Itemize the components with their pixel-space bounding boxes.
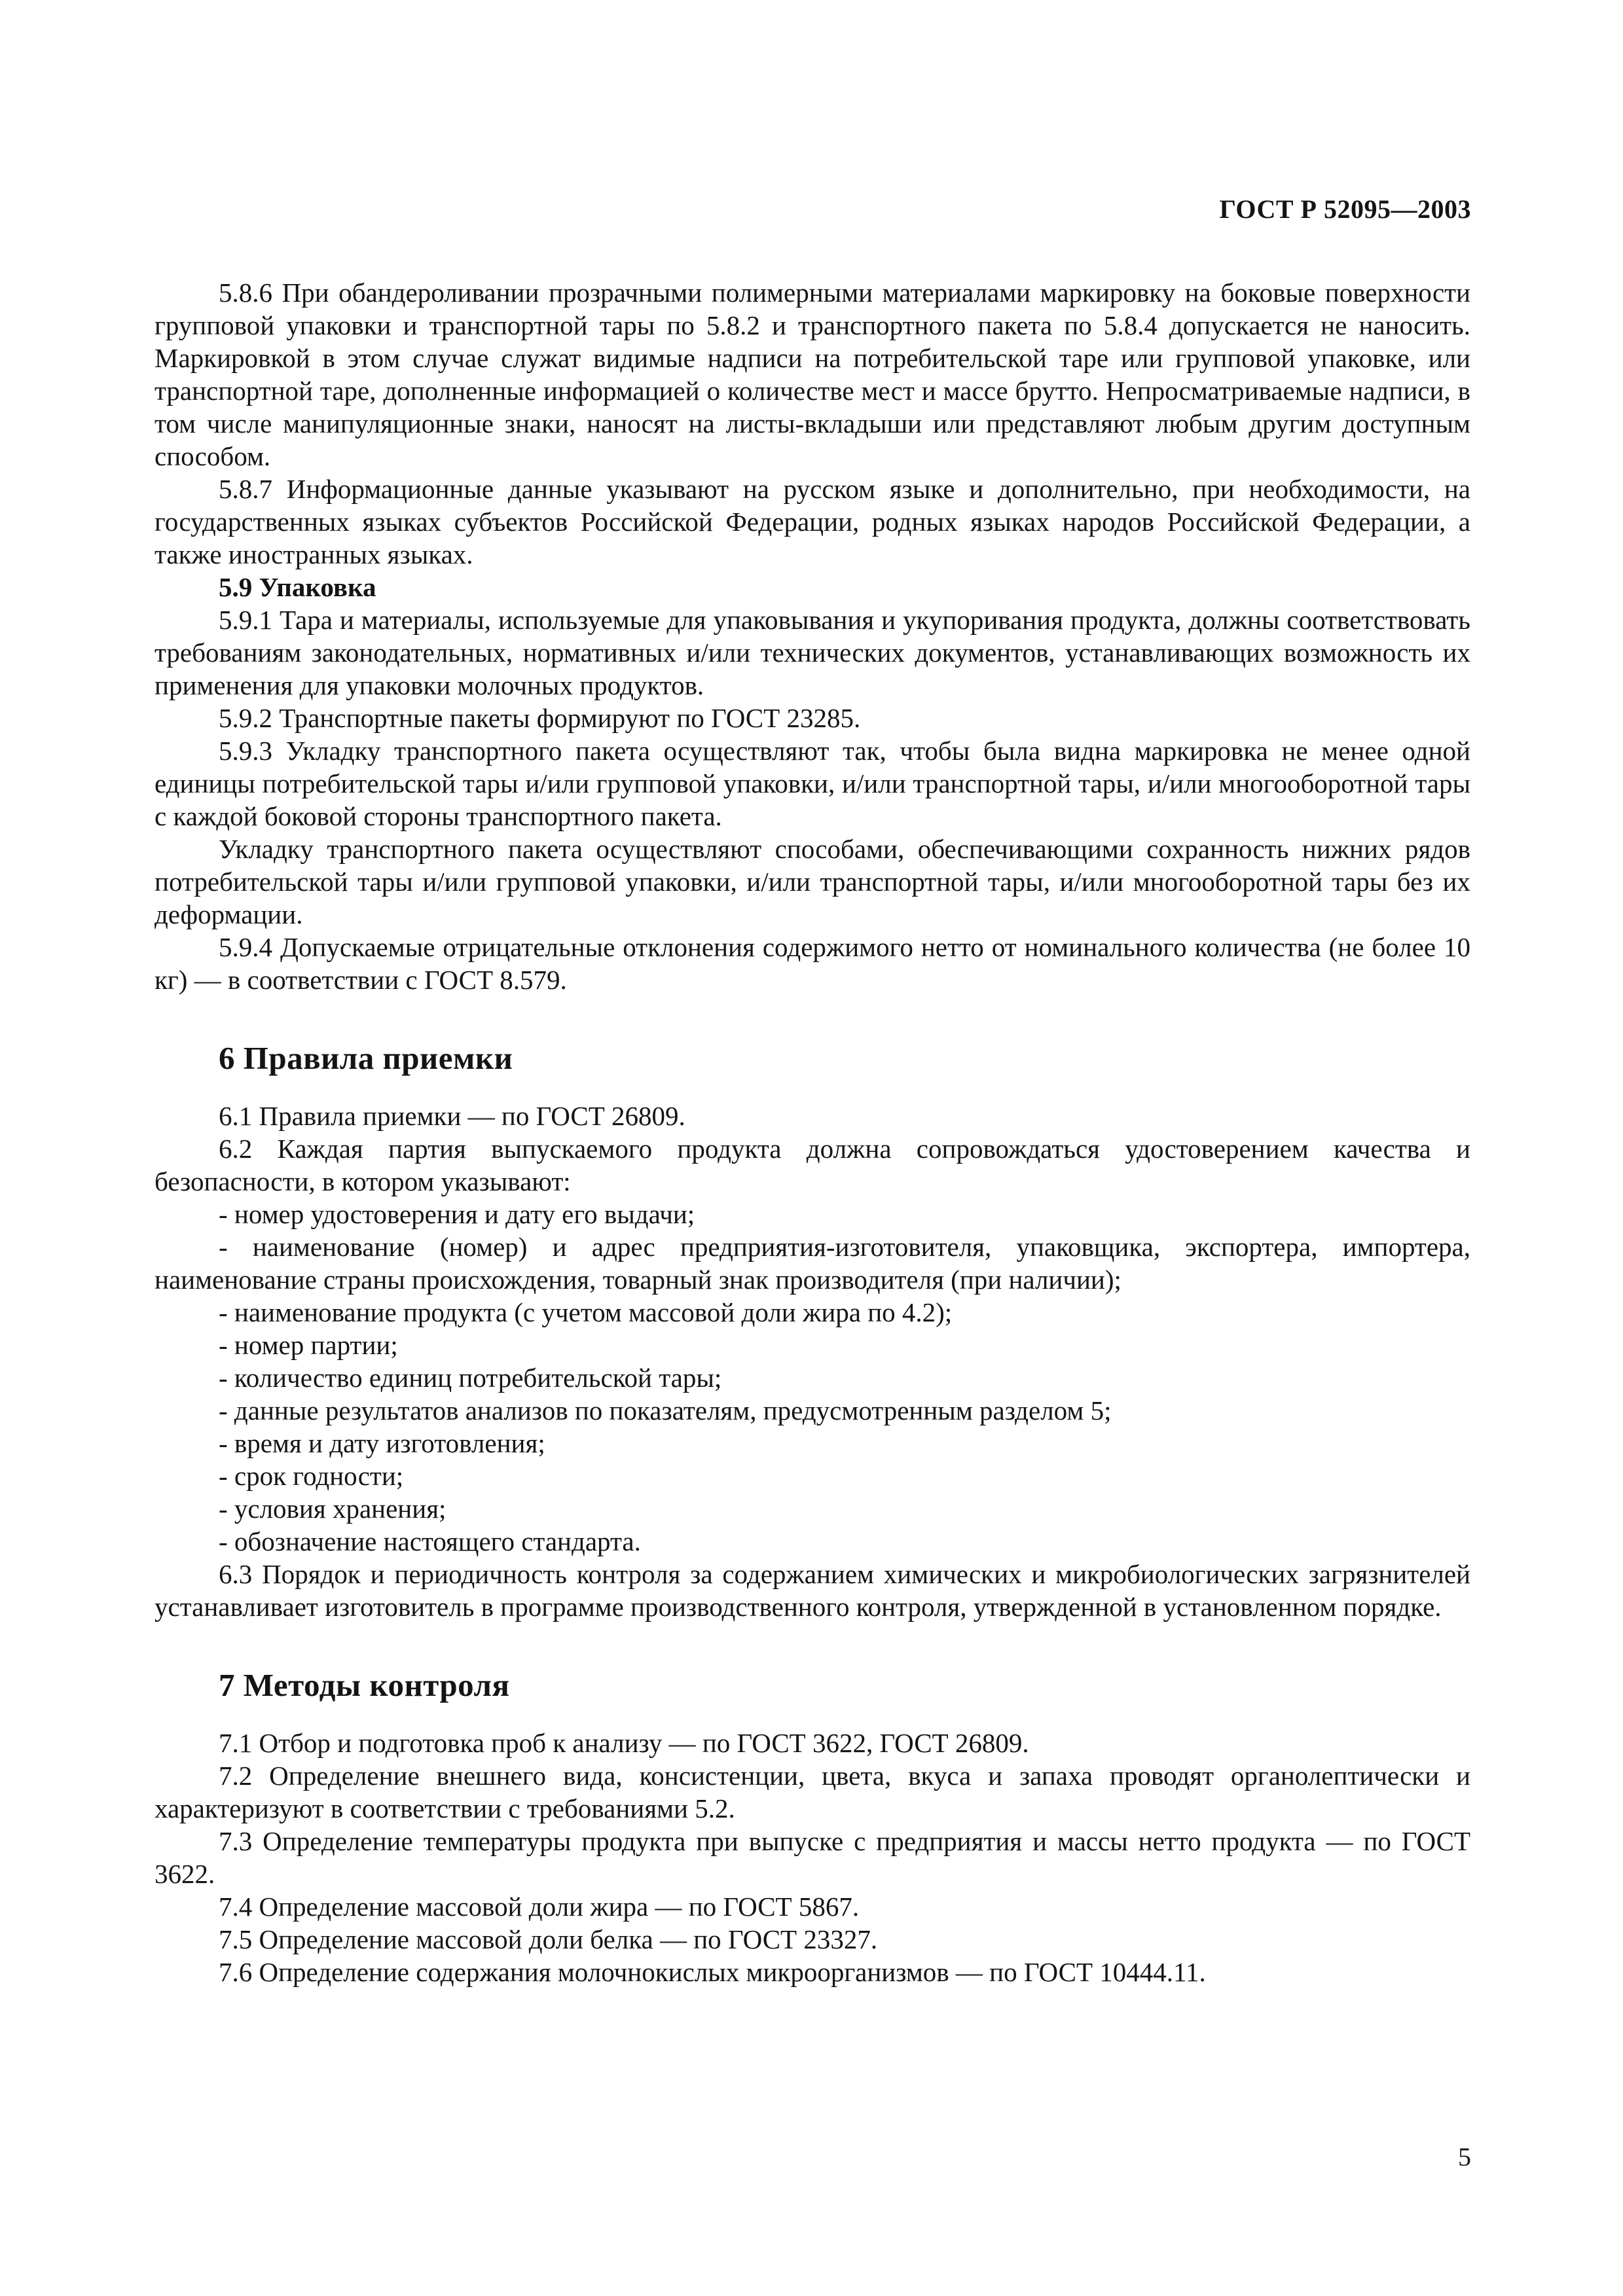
list-item: - условия хранения; <box>219 1494 447 1524</box>
list-item: - время и дату изготовления; <box>219 1428 545 1458</box>
document-body <box>155 276 1470 1988</box>
paragraph-7-4: 7.4 Определение массовой доли жира — по ГОСТ 5867. <box>219 1892 860 1922</box>
paragraph-6-3: 6.3 Порядок и периодичность контроля за содержанием химических и микробиологических загрязнителей устанавливает изготовитель в программе производственного контроля, утвержденной в установленном порядке. <box>155 1559 1470 1622</box>
section-heading-7: 7 Методы контроля <box>219 1667 510 1703</box>
paragraph-5-8-7: 5.8.7 Информационные данные указывают на русском языке и дополнительно, при необходимости, на государственных языках субъектов Российской Федерации, родных языках народов Российской Федерации, а также иностранных языках. <box>155 474 1470 569</box>
list-item: - обозначение настоящего стандарта. <box>219 1526 641 1556</box>
list-item: - номер партии; <box>219 1330 398 1360</box>
paragraph-7-1: 7.1 Отбор и подготовка проб к анализу — по ГОСТ 3622, ГОСТ 26809. <box>219 1728 1029 1758</box>
list-item: - количество единиц потребительской тары; <box>219 1363 722 1393</box>
paragraph-5-9-2: 5.9.2 Транспортные пакеты формируют по ГОСТ 23285. <box>219 703 861 733</box>
list-item: - срок годности; <box>219 1461 404 1491</box>
section-heading-6: 6 Правила приемки <box>219 1040 513 1076</box>
list-item: - наименование (номер) и адрес предприятия-изготовителя, упаковщика, экспортера, импортера, наименование страны происхождения, товарный знак производителя (при наличии); <box>155 1232 1470 1295</box>
list-item: - данные результатов анализов по показателям, предусмотренным разделом 5; <box>219 1395 1112 1426</box>
paragraph-5-8-6: 5.8.6 При обандероливании прозрачными полимерными материалами маркировку на боковые поверхности групповой упаковки и транспортной тары по 5.8.2 и транспортного пакета по 5.8.4 допускается не наносить. Маркировкой в этом случае служат видимые надписи на потребительской таре или групповой упаковке, или транспортной таре, дополненные информацией о количестве мест и массе брутто. Непросматриваемые надписи, в том числе манипуляционные знаки, наносят на листы-вкладыши или представляют любым другим доступным способом. <box>155 278 1470 471</box>
paragraph-5-9-3: 5.9.3 Укладку транспортного пакета осуществляют так, чтобы была видна маркировка не менее одной единицы потребительской тары и/или групповой упаковки, и/или транспортной тары, и/или многооборотной тары с каждой боковой стороны транспортного пакета. <box>155 736 1470 831</box>
paragraph-5-9-1: 5.9.1 Тара и материалы, используемые для упаковывания и укупоривания продукта, должны соответствовать требованиям законодательных, нормативных и/или технических документов, устанавливающих возможность их применения для упаковки молочных продуктов. <box>155 605 1470 700</box>
list-item: - наименование продукта (с учетом массовой доли жира по 4.2); <box>219 1297 953 1327</box>
paragraph-7-5: 7.5 Определение массовой доли белка — по ГОСТ 23327. <box>219 1924 878 1954</box>
paragraph-5-9-3-continued: Укладку транспортного пакета осуществляют способами, обеспечивающими сохранность нижних рядов потребительской тары и/или групповой упаковки, и/или транспортной тары, и/или многооборотной тары без их деформации. <box>155 834 1470 929</box>
paragraph-6-2: 6.2 Каждая партия выпускаемого продукта должна сопровождаться удостоверением качества и безопасности, в котором указывают: <box>155 1134 1470 1196</box>
paragraph-6-1: 6.1 Правила приемки — по ГОСТ 26809. <box>219 1101 685 1131</box>
paragraph-7-2: 7.2 Определение внешнего вида, консистенции, цвета, вкуса и запаха проводят органолептически и характеризуют в соответствии с требованиями 5.2. <box>155 1761 1470 1823</box>
paragraph-5-9-4: 5.9.4 Допускаемые отрицательные отклонения содержимого нетто от номинального количества (не более 10 кг) — в соответствии с ГОСТ 8.579. <box>155 932 1470 995</box>
page-number: 5 <box>1458 2142 1471 2172</box>
document-code-header: ГОСТ Р 52095—2003 <box>1219 194 1471 224</box>
paragraph-7-3: 7.3 Определение температуры продукта при выпуске с предприятия и массы нетто продукта — по ГОСТ 3622. <box>155 1826 1470 1889</box>
list-item: - номер удостоверения и дату его выдачи; <box>219 1199 695 1229</box>
subsection-heading-5-9: 5.9 Упаковка <box>219 572 376 602</box>
paragraph-7-6: 7.6 Определение содержания молочнокислых микроорганизмов — по ГОСТ 10444.11. <box>219 1957 1206 1987</box>
